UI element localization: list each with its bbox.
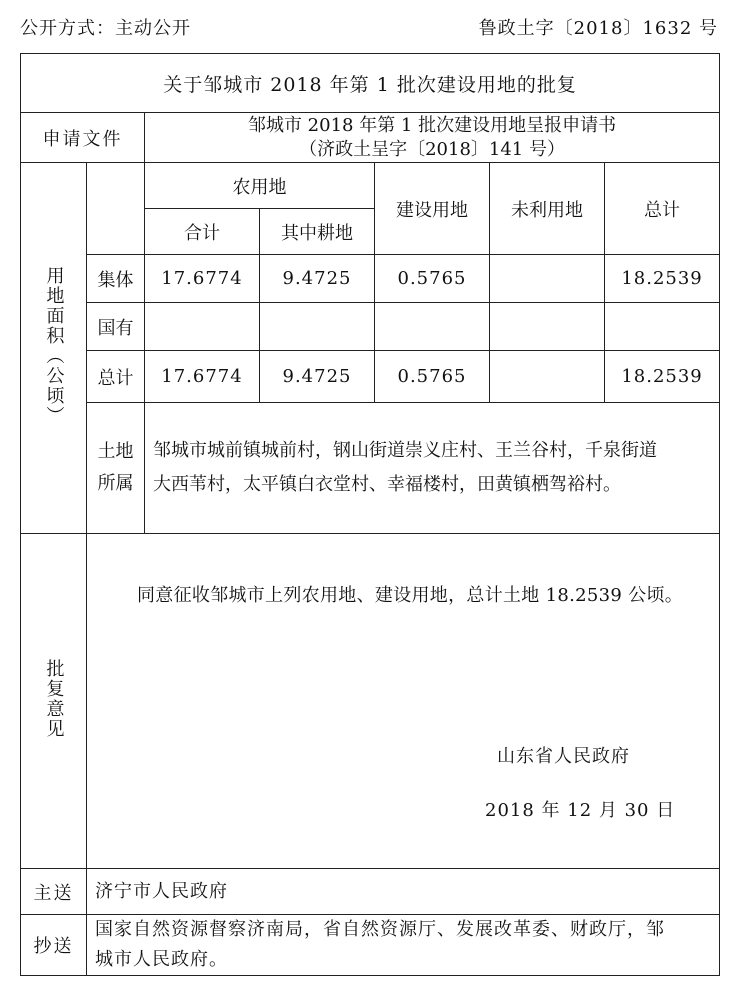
sum-header: 总计 (605, 163, 720, 255)
farmland-value: 9.4725 (260, 255, 375, 303)
application-file-line2: （济政土呈字〔2018〕141 号） (299, 138, 565, 160)
opinion-label-cell (21, 534, 87, 869)
land-header-row-1 (21, 163, 720, 209)
application-file (145, 113, 720, 163)
construction-value (375, 303, 490, 351)
sum-value (605, 303, 720, 351)
sum-value: 18.2539 (605, 351, 720, 403)
sum-value: 18.2539 (605, 255, 720, 303)
opinion-text: 同意征收邹城市上列农用地、建设用地，总计土地 18.2539 公顷。 (137, 585, 684, 606)
ownership-label-line2: 所属 (97, 473, 134, 494)
issuing-organization: 山东省人民政府 (497, 746, 630, 767)
unused-value (490, 351, 605, 403)
unused-value (490, 303, 605, 351)
opinion-content (87, 534, 720, 869)
opinion-row (21, 534, 720, 869)
table-row (21, 255, 720, 303)
construction-value: 0.5765 (375, 351, 490, 403)
construction-land-header: 建设用地 (375, 163, 490, 255)
farmland-value (260, 303, 375, 351)
issue-date: 2018 年 12 月 30 日 (485, 800, 676, 821)
ownership-row (21, 403, 720, 534)
blank-header-cell (87, 163, 145, 255)
agri-total-header: 合计 (145, 209, 260, 255)
table-row (21, 351, 720, 403)
application-row (21, 113, 720, 163)
farmland-value: 9.4725 (260, 351, 375, 403)
ownership-line2: 大西苇村，太平镇白衣堂村、幸福楼村，田黄镇栖驾裕村。 (153, 474, 621, 495)
main-recipient-value: 济宁市人民政府 (87, 869, 720, 915)
table-row (21, 303, 720, 351)
ownership-label-line1: 土地 (97, 441, 134, 462)
ownership-text (145, 403, 720, 534)
cc-label: 抄送 (21, 915, 87, 976)
application-label: 申请文件 (21, 113, 145, 163)
land-area-label: 用地面积（公顷） (43, 265, 65, 426)
opinion-label: 批复意见 (43, 658, 65, 739)
document-title: 关于邹城市 2018 年第 1 批次建设用地的批复 (21, 54, 720, 113)
agri-total-value (145, 303, 260, 351)
title-row (21, 54, 720, 113)
approval-table (20, 53, 720, 976)
application-file-line1: 邹城市 2018 年第 1 批次建设用地呈报申请书 (247, 114, 617, 136)
agri-land-header: 农用地 (145, 163, 375, 209)
ownership-label (87, 403, 145, 534)
row-label: 国有 (87, 303, 145, 351)
row-label: 总计 (87, 351, 145, 403)
disclosure-method: 公开方式：主动公开 (20, 18, 191, 39)
main-recipient-label: 主送 (21, 869, 87, 915)
cc-value (87, 915, 720, 976)
cc-line1: 国家自然资源督察济南局，省自然资源厅、发展改革委、财政厅，邹 (95, 919, 665, 940)
farmland-header: 其中耕地 (260, 209, 375, 255)
agri-total-value: 17.6774 (145, 255, 260, 303)
agri-total-value: 17.6774 (145, 351, 260, 403)
cc-row (21, 915, 720, 976)
cc-line2: 城市人民政府。 (95, 949, 228, 970)
unused-land-header: 未利用地 (490, 163, 605, 255)
ownership-line1: 邹城市城前镇城前村，钢山街道崇义庄村、王兰谷村，千泉街道 (153, 440, 657, 461)
main-recipient-row (21, 869, 720, 915)
unused-value (490, 255, 605, 303)
row-label: 集体 (87, 255, 145, 303)
construction-value: 0.5765 (375, 255, 490, 303)
land-area-label-cell (21, 163, 87, 534)
document-number: 鲁政土字〔2018〕1632 号 (478, 18, 718, 39)
